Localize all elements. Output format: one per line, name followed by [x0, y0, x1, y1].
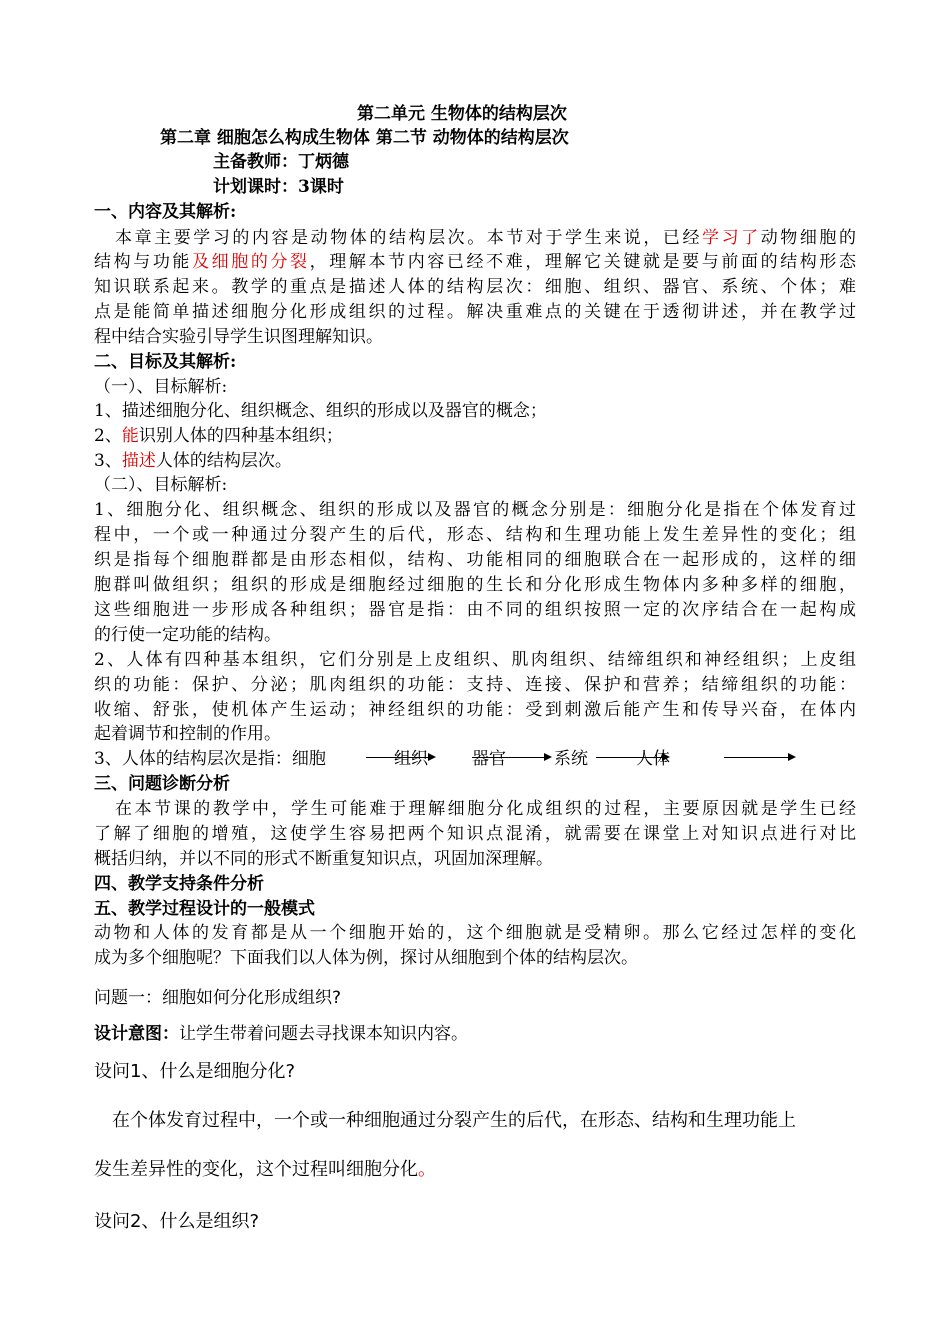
teacher-line: 主备教师：丁炳德 — [213, 152, 349, 172]
section3-heading: 三、问题诊断分析 — [94, 774, 230, 794]
highlight-text: 描述 — [121, 451, 156, 471]
goal-item-1: 1、描述细胞分化、组织概念、组织的形成以及器官的概念； — [94, 401, 547, 421]
analysis2-line3: 收缩、舒张，使机体产生运动；神经组织的功能：受到刺激后能产生和传导兴奋，在体内 — [94, 700, 856, 720]
arrow-icon — [596, 757, 668, 758]
goal-text: 人体的结构层次。 — [155, 451, 292, 471]
section1-text: 本章主要学习的内容是动物体的结构层次。本节对于学生来说，已经 — [115, 228, 703, 248]
answer-text: 发生差异性的变化，这个过程叫细胞分化 — [94, 1159, 418, 1180]
design-intent — [94, 1023, 468, 1045]
highlight-text: 。 — [418, 1159, 436, 1180]
goal-subheading: （一）、目标解析: — [94, 377, 228, 397]
analysis2-line2: 织的功能：保护、分泌；肌肉组织的功能：支持、连接、保护和营养；结缔组织的功能： — [94, 675, 856, 695]
analysis1-line5: 这些细胞进一步形成各种组织；器官是指：由不同的组织按照一定的次序结合在一起构成 — [94, 600, 856, 620]
section3-line2: 了解了细胞的增殖，这使学生容易把两个知识点混淆，就需要在课堂上对知识点进行对比 — [94, 824, 856, 844]
highlight-text: 能 — [121, 426, 139, 446]
section1-line2 — [94, 251, 856, 273]
question-2: 设问2、什么是组织? — [94, 1211, 260, 1232]
section5-line1: 动物和人体的发育都是从一个细胞开始的，这个细胞就是受精卵。那么它经过怎样的变化 — [94, 923, 856, 943]
section3-line3: 概括归纳，并以不同的形式不断重复知识点，巩固加深理解。 — [94, 849, 553, 869]
arrow-icon — [724, 757, 794, 758]
hierarchy-body: 人体 — [636, 749, 670, 769]
section1-text: 结构与功能 — [94, 252, 193, 272]
chapter-title: 第二章 细胞怎么构成生物体 第二节 动物体的结构层次 — [160, 128, 569, 148]
analysis1-line4: 胞群叫做组织；组织的形成是细胞经过细胞的生长和分化形成生物体内多种多样的细胞， — [94, 575, 856, 595]
section1-text: ，理解本节内容已经不难，理解它关键就是要与前面的结构形态 — [309, 252, 857, 272]
hierarchy-organ: 器官 — [472, 749, 506, 769]
hours-line: 计划课时：3课时 — [213, 177, 344, 197]
goal-number: 3、 — [94, 451, 122, 471]
design-label: 设计意图： — [94, 1024, 179, 1044]
analysis2-line1: 2、人体有四种基本组织，它们分别是上皮组织、肌肉组织、结缔组织和神经组织；上皮组 — [94, 650, 856, 670]
analysis1-line6: 的行使一定功能的结构。 — [94, 625, 281, 645]
highlight-text: 及细胞的分裂 — [192, 252, 310, 272]
analysis1-line1: 1、细胞分化、组织概念、组织的形成以及器官的概念分别是：细胞分化是指在个体发育过 — [94, 500, 856, 520]
section1-heading: 一、内容及其解析: — [94, 202, 237, 222]
hierarchy-prefix: 3、人体的结构层次是指：细胞 — [94, 749, 326, 769]
section1-line1 — [115, 227, 856, 249]
design-text: 让学生带着问题去寻找课本知识内容。 — [179, 1024, 468, 1044]
hierarchy-system: 系统 — [554, 749, 588, 769]
section2-heading: 二、目标及其解析: — [94, 352, 237, 372]
section3-line1: 在本节课的教学中，学生可能难于理解细胞分化成组织的过程，主要原因就是学生已经 — [115, 799, 856, 819]
goal-number: 2、 — [94, 426, 122, 446]
question-one: 问题一：细胞如何分化形成组织? — [94, 988, 342, 1008]
section5-line2: 成为多个细胞呢？下面我们以人体为例，探讨从细胞到个体的结构层次。 — [94, 948, 638, 968]
goal-item-2 — [94, 425, 343, 447]
analysis1-line2: 程中，一个或一种通过分裂产生的后代，形态、结构和生理功能上发生差异性的变化；组 — [94, 525, 856, 545]
analysis-subheading: （二）、目标解析: — [94, 475, 228, 495]
hierarchy-tissue: 组织 — [394, 749, 428, 769]
highlight-text: 学习了 — [702, 228, 761, 248]
answer1-line2 — [94, 1159, 436, 1181]
question-1: 设问1、什么是细胞分化? — [94, 1061, 296, 1082]
arrow-icon — [472, 757, 550, 758]
arrow-icon — [366, 757, 434, 758]
section1-line5: 程中结合实验引导学生识图理解知识。 — [94, 327, 383, 347]
section1-text: 动物细胞的 — [760, 228, 857, 248]
section4-heading: 四、教学支持条件分析 — [94, 874, 264, 894]
answer1-line1: 在个体发育过程中，一个或一种细胞通过分裂产生的后代，在形态、结构和生理功能上 — [112, 1110, 796, 1131]
section5-heading: 五、教学过程设计的一般模式 — [94, 899, 315, 919]
analysis2-line4: 起着调节和控制的作用。 — [94, 724, 281, 744]
goal-text: 识别人体的四种基本组织； — [138, 426, 343, 446]
unit-title: 第二单元 生物体的结构层次 — [357, 104, 567, 124]
section1-line4: 点是能简单描述细胞分化形成组织的过程。解决重难点的关键在于透彻讲述，并在教学过 — [94, 302, 856, 322]
analysis1-line3: 织是指每个细胞群都是由形态相似，结构、功能相同的细胞联合在一起形成的，这样的细 — [94, 550, 856, 570]
goal-item-3 — [94, 450, 292, 472]
section1-line3: 知识联系起来。教学的重点是描述人体的结构层次：细胞、组织、器官、系统、个体；难 — [94, 277, 856, 297]
